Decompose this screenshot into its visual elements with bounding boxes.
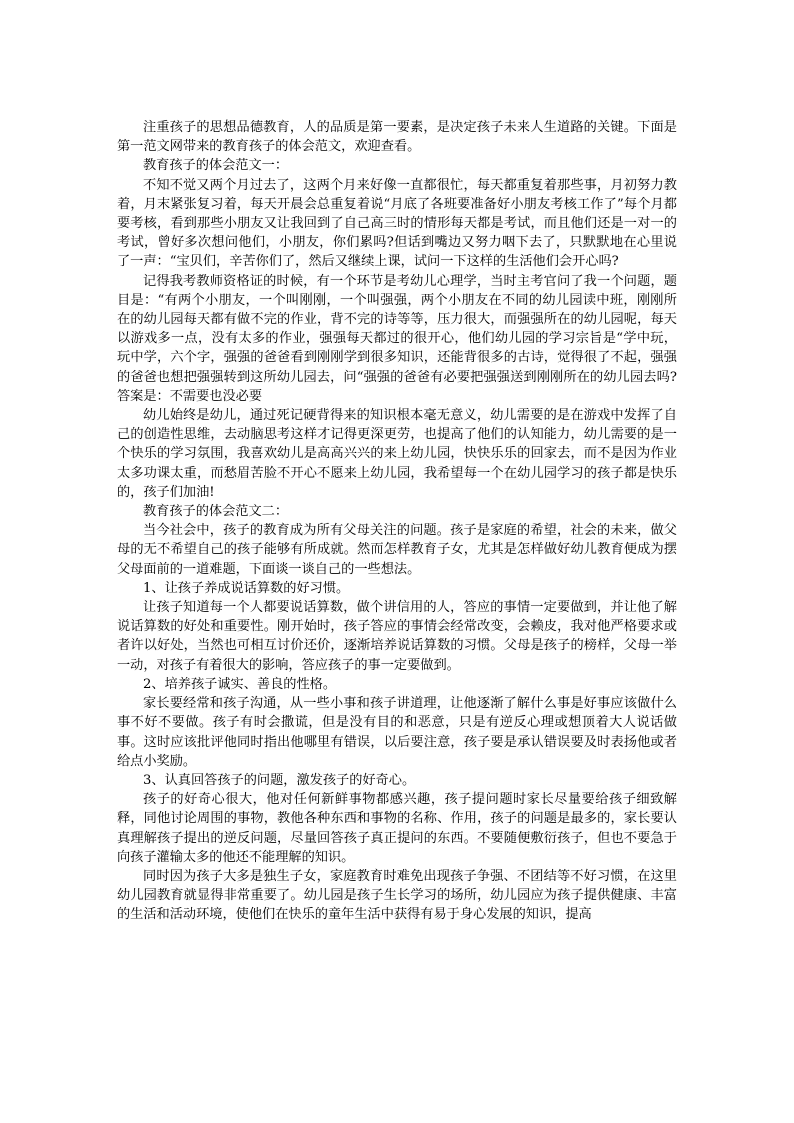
essay-one-paragraph-3: 幼儿始终是幼儿，通过死记硬背得来的知识根本毫无意义，幼儿需要的是在游戏中发挥了自己的创造性思维，去动脑思考这样才记得更深更劳，也提高了他们的认知能力，幼儿需要的是一个快乐的学习氛围，我喜欢幼儿是高高兴兴的来上幼儿园，快快乐乐的回家去，而不是因为作业太多功课太重，而愁眉苦脸不开心不愿来上幼儿园，我希望每一个在幼儿园学习的孩子都是快乐的，孩子们加油! [117,408,677,500]
section-heading-2: 2、培养孩子诚实、善良的性格。 [143,676,337,692]
section-1-paragraph: 让孩子知道每一个人都要说话算数，做个讲信用的人，答应的事情一定要做到，并让他了解说话算数的好处和重要性。刚开始时，孩子答应的事情会经常改变，会赖皮，我对他严格要求或者许以好处，当然也可相互讨价还价，逐渐培养说话算数的习惯。父母是孩子的榜样，父母一举一动，对孩子有着很大的影响，答应孩子的事一定要做到。 [117,600,677,673]
essay-one-paragraph-2: 记得我考教师资格证的时候，有一个环节是考幼儿心理学，当时主考官问了我一个问题，题目是：“有两个小朋友，一个叫刚刚，一个叫强强，两个小朋友在不同的幼儿园读中班，刚刚所在的幼儿园每天都有做不完的作业，背不完的诗等等，压力很大，而强强所在的幼儿园呢，每天以游戏多一点，没有太多的作业，强强每天都过的很开心，他们幼儿园的学习宗旨是“学中玩，玩中学，六个字，强强的爸爸看到刚刚学到很多知识，还能背很多的古诗，觉得很了不起，强强的爸爸也想把强强转到这所幼儿园去，问“强强的爸爸有必要把强强送到刚刚所在的幼儿园去吗?答案是：不需要也没必要 [117,273,677,404]
document-body [117,118,677,925]
essay-two-paragraph-1: 当今社会中，孩子的教育成为所有父母关注的问题。孩子是家庭的希望，社会的未来，做父母的无不希望自己的孩子能够有所成就。然而怎样教育子女，尤其是怎样做好幼儿教育便成为摆父母面前的一道难题，下面谈一谈自己的一些想法。 [117,523,677,577]
closing-paragraph: 同时因为孩子大多是独生子女，家庭教育时难免出现孩子争强、不团结等不好习惯，在这里幼儿园教育就显得非常重要了。幼儿园是孩子生长学习的场所，幼儿园应为孩子提供健康、丰富的生活和活动环境，使他们在快乐的童年生活中获得有易于身心发展的知识，提高 [117,868,677,923]
intro-paragraph: 注重孩子的思想品德教育，人的品质是第一要素，是决定孩子未来人生道路的关键。下面是第一范文网带来的教育孩子的体会范文，欢迎查看。 [117,120,677,155]
section-heading-3: 3、认真回答孩子的问题，激发孩子的好奇心。 [143,772,416,788]
essay-one-paragraph-1: 不知不觉又两个月过去了，这两个月来好像一直都很忙，每天都重复着那些事，月初努力教着，月末紧张复习着，每天开晨会总重复着说“月底了各班要准备好小朋友考核工作了”每个月都要考核，看到那些小朋友又让我回到了自己高三时的情形每天都是考试，而且他们还是一对一的考试，曾好多次想问他们，小朋友，你们累吗?但话到嘴边又努力咽下去了，只默默地在心里说了一声：“宝贝们，辛苦你们了，然后又继续上课，试问一下这样的生活他们会开心吗? [117,177,677,270]
section-2-paragraph: 家长要经常和孩子沟通，从一些小事和孩子讲道理，让他逐渐了解什么事是好事应该做什么事不好不要做。孩子有时会撒谎，但是没有目的和恶意，只是有逆反心理或想顶着大人说话做事。这时应该批评他同时指出他哪里有错误，以后要注意，孩子要是承认错误要及时表扬他或者给点小奖励。 [117,696,677,769]
section-heading-1: 1、让孩子养成说话算数的好习惯。 [143,580,350,596]
section-3-paragraph: 孩子的好奇心很大，他对任何新鲜事物都感兴趣，孩子提问题时家长尽量要给孩子细致解释，同他讨论周围的事物，教他各种东西和事物的名称、作用，孩子的问题是最多的，家长要认真理解孩子提出的逆反问题，尽量回答孩子真正提问的东西。不要随便敷衍孩子，但也不要急于向孩子灌输太多的他还不能理解的知识。 [117,792,677,865]
essay-two-heading: 教育孩子的体会范文二： [143,504,289,520]
essay-one-heading: 教育孩子的体会范文一： [143,158,289,174]
